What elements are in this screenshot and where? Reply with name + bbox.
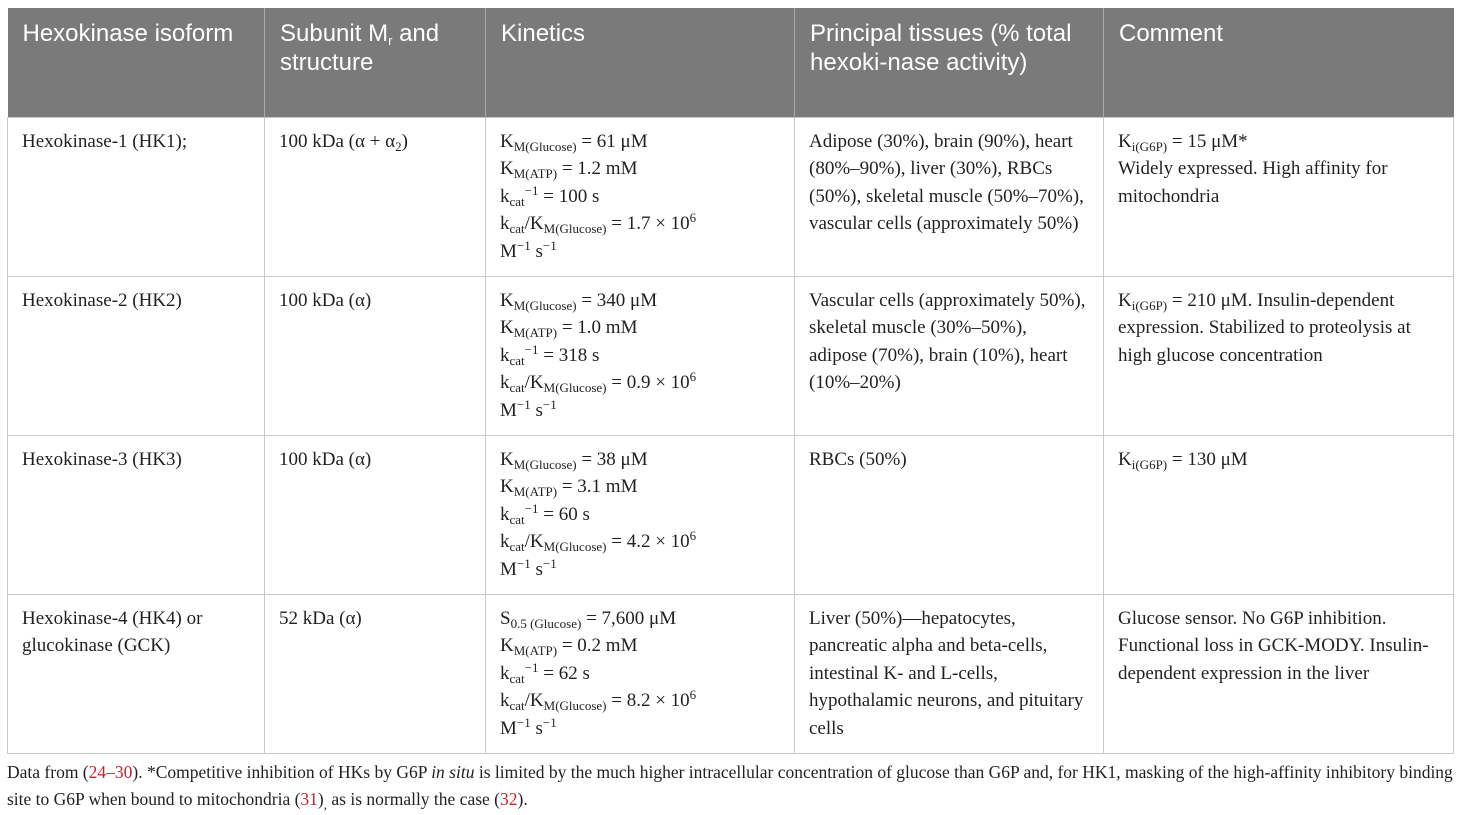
cell-structure: 100 kDa $(\alpha + \alpha_2)$	[265, 117, 486, 276]
cell-structure: 52 kDa (α)	[265, 594, 486, 753]
kinetic-param: $K_{M(Glucose)} = 38$ μM	[500, 448, 648, 472]
kinetic-param: $K_{M(Glucose)} = 340$ μM	[500, 289, 658, 313]
table-body	[8, 117, 1454, 753]
table-header	[8, 8, 1454, 117]
header-tissues: Principal tissues (% total hexoki-nase activity)	[795, 8, 1104, 117]
cell-comment: $K_{i(G6P)} = 210$ μM. Insulin-dependent expression. Stabilized to proteolysis at high glucose concentration	[1104, 276, 1454, 435]
kinetic-param: $k_{cat}/K_{M(Glucose)} = 4.2 \times 10^6$	[500, 528, 697, 554]
ref-link[interactable]: 24–30	[88, 762, 133, 782]
table-footnote: Data from (24–30). *Competitive inhibition of HKs by G6P in situ is limited by the much higher intracellular concentration of glucose than G6P and, for HK1, masking of the high-affinity inhibitory binding site to G6P when bound to mitochondria $(31)_,$ as is normally the case (32).	[7, 762, 1453, 812]
kinetic-param: $k_{cat}^{-1} = 100$ s	[500, 182, 600, 209]
kinetic-param: $M^{-1}$ $s^{-1}$	[500, 396, 557, 421]
cell-isoform: Hexokinase-1 (HK1);	[8, 117, 265, 276]
header-comment: Comment	[1104, 8, 1454, 117]
cell-structure: 100 kDa (α)	[265, 276, 486, 435]
header-isoform: Hexokinase isoform	[8, 8, 265, 117]
kinetic-param: $k_{cat}/K_{M(Glucose)} = 1.7 \times 10^6$	[500, 210, 697, 236]
cell-isoform: Hexokinase-4 (HK4) or glucokinase (GCK)	[8, 594, 265, 753]
kinetic-param: $k_{cat}^{-1} = 60$ s	[500, 500, 590, 527]
cell-kinetics	[486, 276, 795, 435]
cell-comment: $K_{i(G6P)} = 15$ μM* Widely expressed. High affinity for mitochondria	[1104, 117, 1454, 276]
kinetic-param: $K_{M(ATP)} = 0.2$ mM	[500, 635, 638, 658]
cell-tissues: RBCs (50%)	[795, 435, 1104, 594]
cell-kinetics	[486, 594, 795, 753]
table-row	[8, 594, 1454, 753]
cell-kinetics	[486, 435, 795, 594]
kinetic-param: $M^{-1}$ $s^{-1}$	[500, 555, 557, 580]
hexokinase-table	[7, 8, 1454, 754]
kinetic-param: $K_{M(ATP)} = 1.0$ mM	[500, 317, 638, 340]
table-row	[8, 276, 1454, 435]
ref-link[interactable]: 31	[300, 789, 318, 809]
kinetic-param: $k_{cat}/K_{M(Glucose)} = 8.2 \times 10^6$	[500, 687, 697, 713]
header-row	[8, 8, 1454, 117]
cell-kinetics	[486, 117, 795, 276]
kinetic-param: $M^{-1}$ $s^{-1}$	[500, 237, 557, 262]
cell-isoform: Hexokinase-3 (HK3)	[8, 435, 265, 594]
kinetic-param: $K_{M(ATP)} = 3.1$ mM	[500, 476, 638, 499]
ref-link[interactable]: 32	[500, 789, 518, 809]
cell-comment: $K_{i(G6P)} = 130$ μM	[1104, 435, 1454, 594]
cell-structure: 100 kDa (α)	[265, 435, 486, 594]
cell-comment: Glucose sensor. No G6P inhibition. Functional loss in GCK-MODY. Insulin-dependent expression in the liver	[1104, 594, 1454, 753]
cell-isoform: Hexokinase-2 (HK2)	[8, 276, 265, 435]
table-row	[8, 435, 1454, 594]
cell-tissues: Adipose (30%), brain (90%), heart (80%–90%), liver (30%), RBCs (50%), skeletal muscle (50%–70%), vascular cells (approximately 50%)	[795, 117, 1104, 276]
kinetic-param: $M^{-1}$ $s^{-1}$	[500, 714, 557, 739]
kinetic-param: $S_{0.5 (Glucose)} = 7,600$ μM	[500, 607, 677, 631]
cell-tissues: Liver (50%)—hepatocytes, pancreatic alpha and beta-cells, intestinal K- and L-cells, hypothalamic neurons, and pituitary cells	[795, 594, 1104, 753]
header-kinetics: Kinetics	[486, 8, 795, 117]
cell-tissues: Vascular cells (approximately 50%), skeletal muscle (30%–50%), adipose (70%), brain (10%), heart (10%–20%)	[795, 276, 1104, 435]
table-row	[8, 117, 1454, 276]
kinetic-param: $K_{M(Glucose)} = 61$ μM	[500, 130, 648, 154]
kinetic-param: $k_{cat}/K_{M(Glucose)} = 0.9 \times 10^6$	[500, 369, 697, 395]
header-subunit: Subunit $M_r$ and structure	[265, 8, 486, 117]
kinetic-param: $k_{cat}^{-1} = 62$ s	[500, 659, 590, 686]
kinetic-param: $k_{cat}^{-1} = 318$ s	[500, 341, 600, 368]
kinetic-param: $K_{M(ATP)} = 1.2$ mM	[500, 158, 638, 181]
